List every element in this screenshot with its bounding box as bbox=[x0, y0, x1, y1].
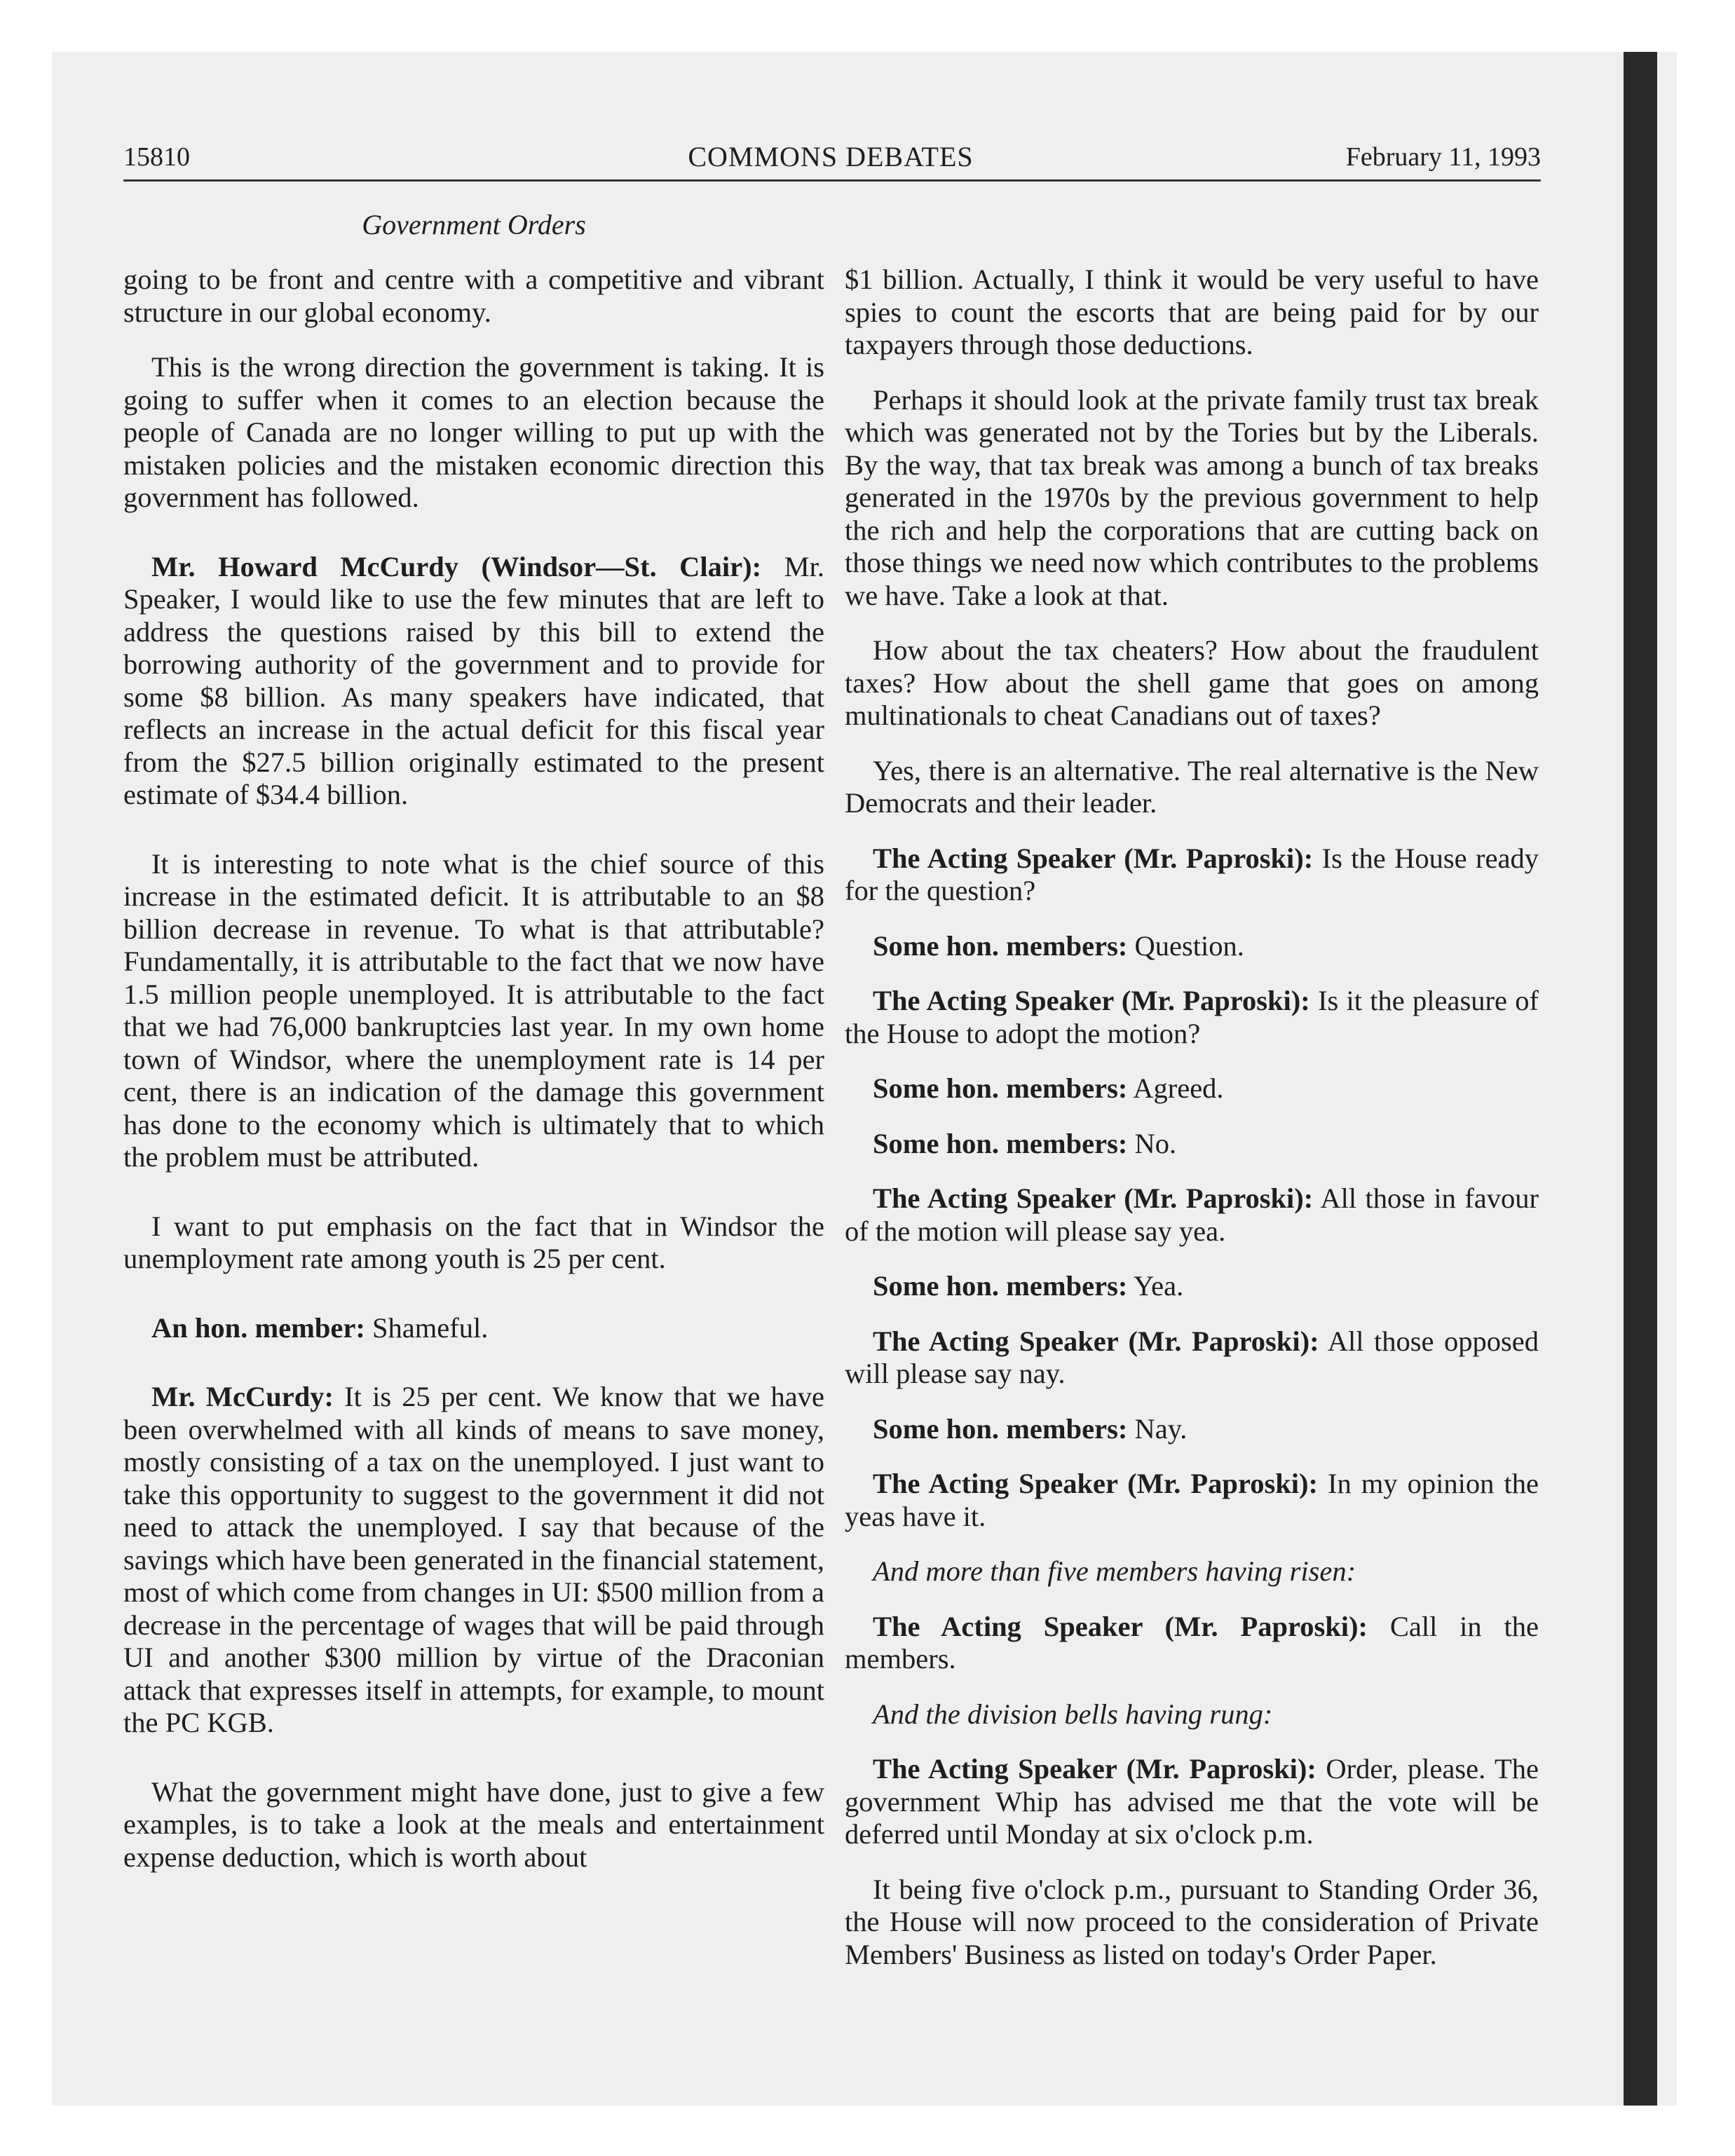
speaker-name: The Acting Speaker (Mr. Paproski): bbox=[873, 1325, 1319, 1357]
paragraph-text: Agreed. bbox=[1127, 1072, 1224, 1104]
speaker-name: An hon. member: bbox=[151, 1311, 365, 1344]
paragraph-text: And the division bells having rung: bbox=[873, 1698, 1273, 1730]
paragraph bbox=[123, 551, 824, 812]
paragraph bbox=[845, 1182, 1539, 1248]
paragraph bbox=[845, 264, 1539, 362]
paragraph bbox=[123, 264, 824, 329]
speaker-name: Mr. Howard McCurdy (Windsor—St. Clair): bbox=[151, 550, 762, 582]
paragraph-text: $1 billion. Actually, I think it would be very useful to have spies to count the escorts that are being paid for by our taxpayers through those deductions. bbox=[845, 264, 1539, 360]
scan-edge-shadow bbox=[1624, 52, 1657, 2106]
paragraph bbox=[845, 1611, 1539, 1676]
paragraph bbox=[123, 1776, 824, 1874]
paragraph bbox=[845, 985, 1539, 1050]
paragraph-text: It is interesting to note what is the chief source of this increase in the estimated deficit. It is attributable to an $8 billion decrease in revenue. To what is that attributable? Fundamentally, it is attributable to the fact that we now have 1.5 million people unemployed. It is attributable to the fact that we had 76,000 bankruptcies last year. In my own home town of Windsor, where the unemployment rate is 14 per cent, there is an indication of the damage this government has done to the economy which is ultimately that to which the problem must be attributed. bbox=[123, 847, 824, 1173]
paragraph-text: Is the House ready for the question? bbox=[845, 842, 1539, 906]
speaker-name: The Acting Speaker (Mr. Paproski): bbox=[873, 1182, 1314, 1214]
paragraph-text: Yes, there is an alternative. The real alternative is the New Democrats and their leader. bbox=[845, 754, 1539, 819]
paragraph bbox=[845, 1874, 1539, 1972]
paragraph-text: And more than five members having risen: bbox=[873, 1555, 1356, 1587]
speaker-name: Some hon. members: bbox=[873, 1270, 1128, 1302]
paragraph bbox=[123, 848, 824, 1174]
paragraph bbox=[845, 384, 1539, 613]
paragraph-text: Yea. bbox=[1127, 1270, 1184, 1302]
paragraph-text: Perhaps it should look at the private family trust tax break which was generated not by the Tories but by the Liberals. By the way, that tax break was among a bunch of tax breaks generated in the 1970s by the previous government to help the rich and help the corporations that are cutting back on those things we need now which contributes to the problems we have. Take a look at that. bbox=[845, 383, 1539, 611]
section-title: Government Orders bbox=[362, 209, 586, 240]
paragraph-text: This is the wrong direction the government is taking. It is going to suffer when it comes to an election because the people of Canada are no longer willing to put up with the mistaken policies and the mistaken economic direction this government has followed. bbox=[123, 351, 824, 513]
paragraph-text: Nay. bbox=[1127, 1412, 1188, 1445]
speaker-name: Some hon. members: bbox=[873, 929, 1128, 962]
page-date: February 11, 1993 bbox=[1345, 142, 1541, 172]
paragraph-text: All those opposed will please say nay. bbox=[845, 1325, 1539, 1389]
speaker-name: The Acting Speaker (Mr. Paproski): bbox=[873, 842, 1314, 874]
paragraph bbox=[123, 1381, 824, 1740]
paragraph-text: Call in the members. bbox=[845, 1610, 1539, 1674]
paragraph-text: going to be front and centre with a competitive and vibrant structure in our global economy. bbox=[123, 264, 824, 328]
speaker-name: The Acting Speaker (Mr. Paproski): bbox=[873, 1468, 1318, 1499]
paragraph-text: Is it the pleasure of the House to adopt the motion? bbox=[845, 985, 1539, 1049]
speaker-name: The Acting Speaker (Mr. Paproski): bbox=[873, 985, 1310, 1016]
paragraph-text: How about the tax cheaters? How about the fraudulent taxes? How about the shell game that goes on among multinationals to cheat Canadians out of taxes? bbox=[845, 634, 1539, 731]
paragraph bbox=[845, 1325, 1539, 1391]
paragraph-text: In my opinion the yeas have it. bbox=[845, 1468, 1539, 1532]
paragraph-text: What the government might have done, just to give a few examples, is to take a look at the meals and entertainment expense deduction, which is worth about bbox=[123, 1775, 824, 1873]
paragraph bbox=[845, 1270, 1539, 1303]
paragraph-text: It being five o'clock p.m., pursuant to Standing Order 36, the House will now proceed to the consideration of Private Members' Business as listed on today's Order Paper. bbox=[845, 1873, 1539, 1970]
speaker-name: The Acting Speaker (Mr. Paproski): bbox=[873, 1610, 1368, 1642]
paragraph bbox=[845, 755, 1539, 820]
speaker-name: Some hon. members: bbox=[873, 1072, 1128, 1104]
speaker-name: Some hon. members: bbox=[873, 1412, 1128, 1445]
speaker-name: The Acting Speaker (Mr. Paproski): bbox=[873, 1753, 1316, 1785]
paragraph-text: Question. bbox=[1127, 929, 1244, 962]
paragraph-text: Shameful. bbox=[365, 1311, 489, 1344]
paragraph bbox=[123, 1312, 824, 1345]
paragraph-text: Mr. Speaker, I would like to use the few minutes that are left to address the questions raised by this bill to extend the borrowing authority of the government and to provide for some $8 billion. As many speakers have indicated, that reflects an increase in the actual deficit for this fiscal year from the $27.5 billion originally estimated to the present estimate of $34.4 billion. bbox=[123, 550, 825, 810]
left-column bbox=[123, 264, 824, 1896]
right-column bbox=[845, 264, 1539, 1993]
paragraph bbox=[845, 1072, 1539, 1105]
speaker-name: Some hon. members: bbox=[873, 1127, 1128, 1159]
paragraph bbox=[845, 1468, 1539, 1533]
paragraph bbox=[845, 634, 1539, 732]
page-number: 15810 bbox=[123, 142, 190, 172]
paragraph-text: No. bbox=[1127, 1127, 1177, 1159]
header-rule bbox=[123, 179, 1541, 182]
paragraph bbox=[845, 842, 1539, 908]
stage-direction bbox=[845, 1698, 1539, 1731]
paragraph bbox=[123, 1210, 824, 1276]
paragraph bbox=[123, 351, 824, 514]
stage-direction bbox=[845, 1555, 1539, 1588]
paragraph bbox=[845, 1413, 1539, 1446]
paragraph bbox=[845, 930, 1539, 963]
paragraph bbox=[845, 1128, 1539, 1161]
paragraph-text: Order, please. The government Whip has advised me that the vote will be deferred until Monday at six o'clock p.m. bbox=[845, 1753, 1539, 1850]
paragraph bbox=[845, 1753, 1539, 1851]
paragraph-text: I want to put emphasis on the fact that in Windsor the unemployment rate among youth is 25 per cent. bbox=[123, 1210, 824, 1274]
publication-title: COMMONS DEBATES bbox=[688, 141, 974, 172]
paragraph-text: All those in favour of the motion will please say yea. bbox=[845, 1182, 1539, 1247]
paragraph-text: It is 25 per cent. We know that we have been overwhelmed with all kinds of means to save money, mostly consisting of a tax on the unemployed. I just want to take this opportunity to suggest to the government it did not need to attack the unemployed. I say that because of the savings which have been generated in the financial statement, most of which come from changes in UI: $500 million from a decrease in the percentage of wages that will be paid through UI and another $300 million by virtue of the Draconian attack that expresses itself in attempts, for example, to mount the PC KGB. bbox=[123, 1381, 824, 1738]
speaker-name: Mr. McCurdy: bbox=[151, 1381, 334, 1412]
